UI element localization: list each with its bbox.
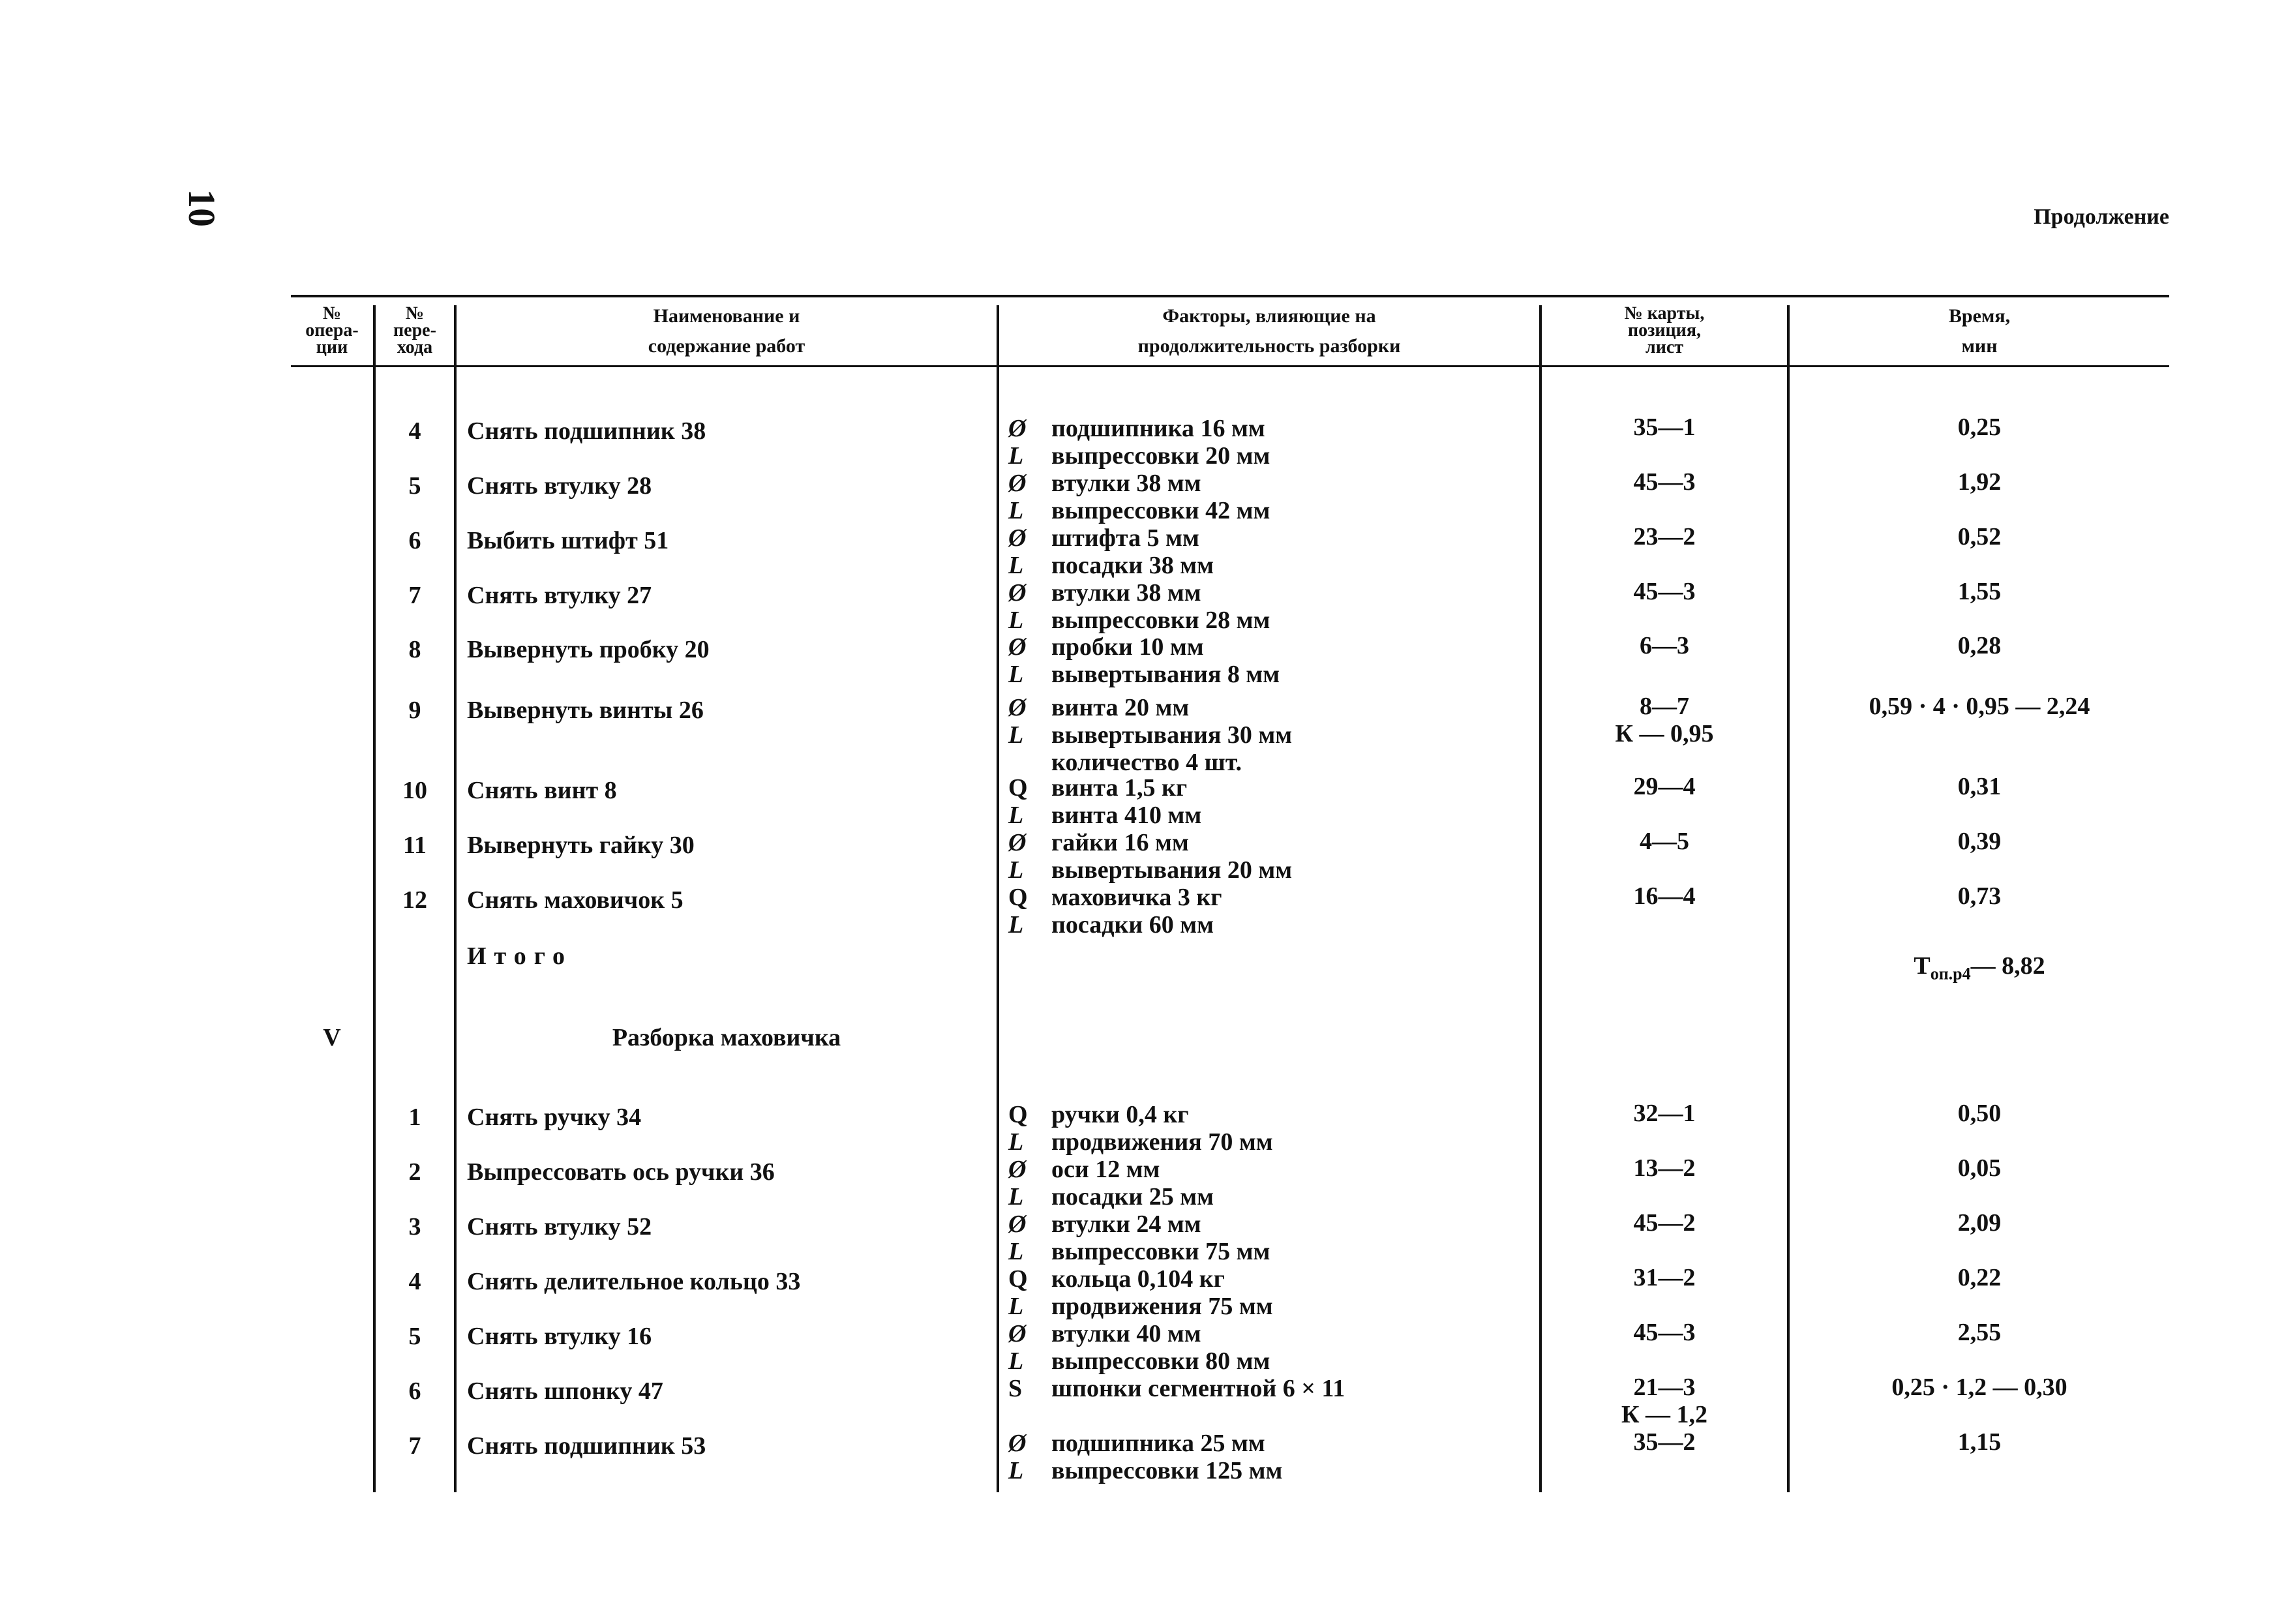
step-number: 12 [402,886,427,914]
factor-text: вывертывания 30 мм [1051,721,1293,749]
work-description: Снять втулку 16 [467,1323,652,1350]
section-title: Разборка маховичка [612,1024,841,1051]
time-value: 0,25 [1957,414,2002,441]
time-value: 0,22 [1957,1264,2002,1291]
card-position: 13—2 [1633,1154,1696,1182]
factor-text: выпрессовки 42 мм [1051,497,1270,524]
work-description: Вывернуть винты 26 [467,697,704,724]
factor-symbol: L [1008,552,1024,579]
factor-symbol: Ø [1008,470,1027,497]
time-value: 0,28 [1957,632,2002,659]
work-description: Снять втулку 52 [467,1213,652,1241]
factor-text: пробки 10 мм [1051,633,1204,661]
work-description: Вывернуть гайку 30 [467,832,695,859]
card-position: 45—3 [1633,468,1696,496]
step-number: 5 [408,1323,421,1350]
factor-line [1008,470,1201,497]
work-description: Снять шпонку 47 [467,1377,663,1405]
header-op-no: № опера- ции [305,303,359,357]
total-number: — 8,82 [1970,952,2045,980]
factor-text: ручки 0,4 кг [1051,1101,1189,1128]
step-number: 8 [408,636,421,663]
factor-symbol: L [1008,856,1024,884]
factor-line [1008,1238,1270,1265]
card-position: 16—4 [1633,882,1696,910]
time-value: 0,59 · 4 · 0,95 — 2,24 [1869,693,2090,720]
work-description: Снять втулку 28 [467,472,652,500]
factor-line [1008,579,1201,607]
factor-text: оси 12 мм [1051,1156,1160,1183]
factor-symbol: L [1008,1457,1024,1484]
factor-text: выпрессовки 20 мм [1051,442,1270,470]
step-number: 1 [408,1104,421,1131]
work-description: Выпрессовать ось ручки 36 [467,1158,775,1186]
operation-number: V [323,1024,341,1051]
factor-text: гайки 16 мм [1051,829,1189,856]
factor-symbol: S [1008,1375,1023,1402]
factor-symbol: L [1008,1183,1024,1210]
step-number: 6 [408,1377,421,1405]
factor-line [1008,1430,1265,1457]
factor-line [1008,829,1189,856]
factor-text: посадки 60 мм [1051,911,1214,939]
step-number: 11 [403,832,427,859]
factor-text: продвижения 70 мм [1051,1128,1273,1156]
factor-text: штифта 5 мм [1051,524,1199,552]
factor-symbol: Q [1008,774,1028,802]
factor-symbol: L [1008,661,1024,688]
card-position: 45—3 [1633,1319,1696,1346]
factor-symbol: L [1008,497,1024,524]
factor-line [1008,721,1292,749]
factor-symbol: L [1008,1128,1024,1156]
factor-text: подшипника 25 мм [1051,1430,1265,1457]
factor-symbol: L [1008,442,1024,470]
work-description: Вывернуть пробку 20 [467,636,710,663]
time-value: 0,50 [1957,1100,2002,1127]
table-top-rule [291,295,2169,297]
factor-line [1008,802,1201,829]
work-description: Снять ручку 34 [467,1104,642,1131]
factor-text: втулки 40 мм [1051,1320,1201,1347]
factor-line [1008,1183,1214,1210]
card-position: 8—7 [1640,693,1689,720]
page-number: 10 [181,189,223,227]
work-description: Снять делительное кольцо 33 [467,1268,801,1295]
total-subscript: оп.р4 [1930,964,1971,984]
time-value: 1,92 [1957,468,2002,496]
step-number: 4 [408,1268,421,1295]
factor-line [1008,1293,1273,1320]
factor-symbol: Q [1008,884,1028,911]
work-description: Снять подшипник 38 [467,417,706,445]
factor-line [1008,442,1270,470]
header-factors: Факторы, влияющие на продолжительность разборки [1137,305,1401,357]
step-number: 4 [408,417,421,445]
step-number: 7 [408,1432,421,1460]
factor-line [1008,1265,1225,1293]
work-description: Снять втулку 27 [467,582,652,609]
header-time: Время, мин [1948,305,2011,357]
step-number: 3 [408,1213,421,1241]
factor-text: посадки 25 мм [1051,1183,1214,1210]
factor-text: подшипника 16 мм [1051,415,1265,442]
work-description: Снять подшипник 53 [467,1432,706,1460]
step-number: 7 [408,582,421,609]
factor-text: вывертывания 8 мм [1051,661,1280,688]
factor-line [1008,1156,1160,1183]
continuation-label: Продолжение [2034,205,2169,229]
time-value: 1,55 [1957,578,2002,605]
factor-line [1008,1375,1345,1402]
card-position: К — 0,95 [1615,720,1714,747]
work-description: Снять маховичок 5 [467,886,684,914]
header-work-name: Наименование и содержание работ [648,305,805,357]
factor-text: вывертывания 20 мм [1051,856,1293,884]
factor-symbol: Q [1008,1265,1028,1293]
factor-line [1008,1101,1189,1128]
factor-text: маховичка 3 кг [1051,884,1222,911]
column-divider [997,305,999,1492]
factor-text: втулки 38 мм [1051,579,1201,607]
step-number: 9 [408,697,421,724]
factor-line [1008,911,1214,939]
header-card: № карты, позиция, лист [1624,303,1705,357]
time-value: 0,31 [1957,773,2002,800]
factor-line [1008,524,1199,552]
time-value: 0,73 [1957,882,2002,910]
factor-line [1008,552,1214,579]
factor-text: винта 20 мм [1051,694,1190,721]
factor-text: продвижения 75 мм [1051,1293,1273,1320]
factor-symbol: Ø [1008,1320,1027,1347]
factor-symbol: Ø [1008,1430,1027,1457]
step-number: 10 [402,777,427,804]
factor-line [1008,1128,1273,1156]
factor-line [1008,749,1242,776]
card-position: 45—2 [1633,1209,1696,1237]
factor-line [1008,856,1292,884]
factor-line [1008,415,1265,442]
factor-text: выпрессовки 75 мм [1051,1238,1270,1265]
factor-text: втулки 24 мм [1051,1210,1201,1238]
total-label: Итого [467,942,573,970]
factor-line [1008,607,1270,634]
work-description: Снять винт 8 [467,777,617,804]
factor-text: шпонки сегментной 6 × 11 [1051,1375,1345,1402]
time-value: 0,52 [1957,523,2002,550]
factor-text: количество 4 шт. [1051,749,1242,776]
card-position: 31—2 [1633,1264,1696,1291]
table-header-rule [291,365,2169,367]
factor-symbol: Ø [1008,1210,1027,1238]
total-value [1790,952,2169,988]
factor-line [1008,884,1222,911]
step-number: 6 [408,527,421,554]
card-position: 23—2 [1633,523,1696,550]
factor-text: выпрессовки 125 мм [1051,1457,1283,1484]
factor-line [1008,1347,1270,1375]
card-position: К — 1,2 [1621,1401,1708,1428]
card-position: 32—1 [1633,1100,1696,1127]
factor-symbol: Ø [1008,829,1027,856]
card-position: 35—2 [1633,1428,1696,1456]
factor-line [1008,497,1270,524]
factor-symbol: L [1008,802,1024,829]
step-number: 2 [408,1158,421,1186]
time-value: 2,55 [1957,1319,2002,1346]
card-position: 29—4 [1633,773,1696,800]
factor-symbol: Q [1008,1101,1028,1128]
factor-symbol: Ø [1008,694,1027,721]
step-number: 5 [408,472,421,500]
factor-symbol: L [1008,721,1024,749]
factor-text: кольца 0,104 кг [1051,1265,1225,1293]
factor-symbol: L [1008,911,1024,939]
header-step-no: № пере- хода [393,303,436,357]
factor-line [1008,1457,1282,1484]
factor-line [1008,633,1204,661]
card-position: 21—3 [1633,1374,1696,1401]
column-divider [454,305,457,1492]
factor-line [1008,1210,1201,1238]
factor-symbol: L [1008,1347,1024,1375]
factor-text: посадки 38 мм [1051,552,1214,579]
time-value: 0,05 [1957,1154,2002,1182]
time-value: 0,39 [1957,828,2002,855]
factor-text: втулки 38 мм [1051,470,1201,497]
factor-symbol: L [1008,1293,1024,1320]
factor-text: выпрессовки 80 мм [1051,1347,1270,1375]
factor-symbol: L [1008,1238,1024,1265]
time-value: 2,09 [1957,1209,2002,1237]
work-description: Выбить штифт 51 [467,527,669,554]
factor-symbol: Ø [1008,579,1027,607]
factor-line [1008,1320,1201,1347]
factor-symbol: Ø [1008,415,1027,442]
card-position: 45—3 [1633,578,1696,605]
time-value: 0,25 · 1,2 — 0,30 [1891,1374,2067,1401]
factor-symbol: Ø [1008,1156,1027,1183]
factor-line [1008,694,1189,721]
factor-text: винта 410 мм [1051,802,1202,829]
card-position: 4—5 [1640,828,1689,855]
factor-text: выпрессовки 28 мм [1051,607,1270,634]
time-value: 1,15 [1957,1428,2002,1456]
card-position: 6—3 [1640,632,1689,659]
factor-symbol: Ø [1008,524,1027,552]
factor-symbol: Ø [1008,633,1027,661]
total-symbol: T [1914,952,1931,980]
card-position: 35—1 [1633,414,1696,441]
factor-line [1008,661,1280,688]
factor-text: винта 1,5 кг [1051,774,1188,802]
factor-symbol: L [1008,607,1024,634]
factor-line [1008,774,1187,802]
